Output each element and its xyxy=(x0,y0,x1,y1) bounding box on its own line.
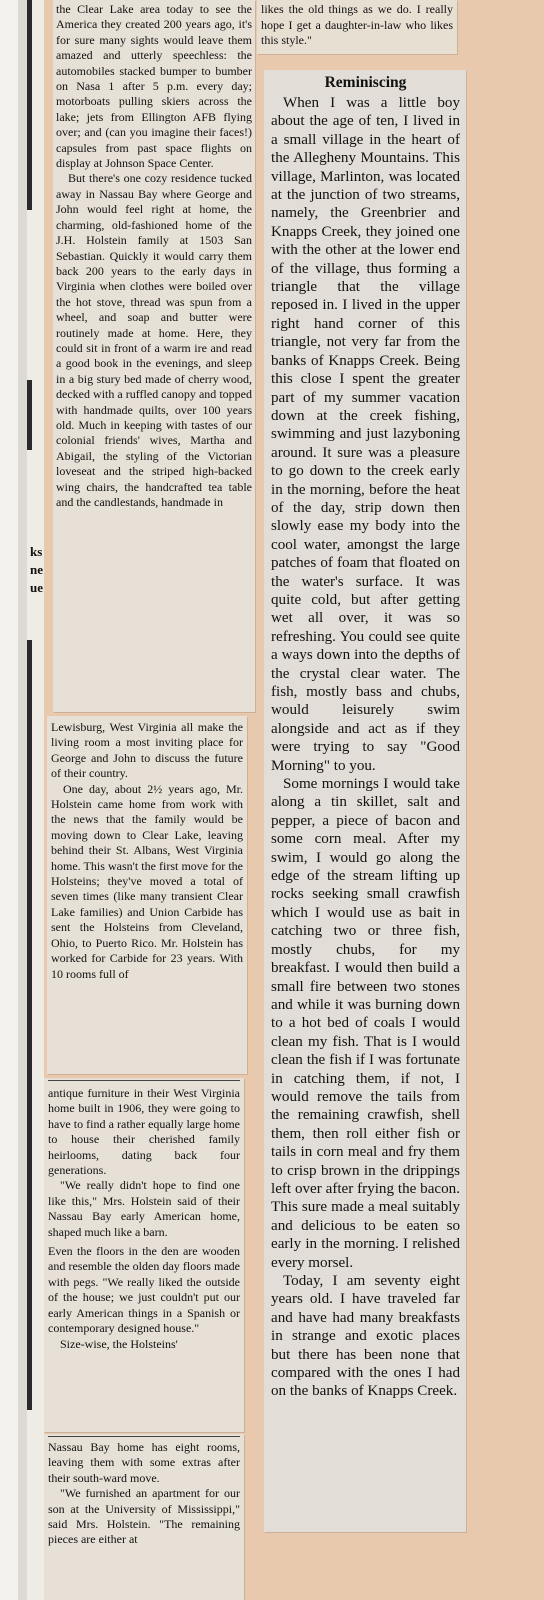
article-paragraph: "We furnished an apartment for our son at the University of Mississippi," said Mrs. Holstein. "The remaining pieces are either at xyxy=(48,1486,240,1547)
column-rule xyxy=(48,1080,240,1081)
article-paragraph: Even the floors in the den are wooden and resemble the olden day floors made with pegs. "We really liked the outside of the house; we just couldn't put our early American things in a Spanish or contemporary designed house." xyxy=(48,1244,240,1336)
article-paragraph: Lewisburg, West Virginia all make the living room a most inviting place for George and John to discuss the future of their country. xyxy=(51,720,243,781)
article-fragment-top-right xyxy=(257,0,457,54)
article-title: Reminiscing xyxy=(324,74,407,91)
article-paragraph: antique furniture in their West Virginia home built in 1906, they were going to have to find a rather equally large home to house their cherished family heirlooms, dating back four generations. xyxy=(48,1086,240,1178)
article-paragraph: the Clear Lake area today to see the America they created 200 years ago, it's for sure many sights would leave them amazed and utterly speechless: the automobiles stacked bumper to bumber on Nasa 1 after 5 p.m. every day; motorboats pulling skiers across the lake; jets from Ellington AFB flying over; and (can you imagine their faces!) capsules from past space flights on display at Johnson Space Center. xyxy=(56,2,252,171)
article-clipping-1 xyxy=(53,0,255,712)
article-paragraph: Some mornings I would take along a tin skillet, salt and pepper, a piece of bacon and some corn meal. After my swim, I would go along the edge of the stream lifting up rocks seeking small crawfish which I would use as bait in catching two or three fish, mostly chubs, for my breakfast. I would then build a small fire between two stones and while it was burning down to a hot bed of coals I would clean my fish. That is I would clean the fish if I was fortunate in catching them, if not, I would remove the tails from the remaining crawfish, shell them, then roll either fish or tails in corn meal and fry them to crisp brown in the drippings left over after frying the bacon. This sure made a meal suitably and delicious to be eaten so early in the morning. I relished every morsel. xyxy=(271,776,460,1271)
article-clipping-4 xyxy=(44,1434,244,1600)
article-paragraph: Nassau Bay home has eight rooms, leaving them with some extras after their south-ward move. xyxy=(48,1440,240,1485)
page-margin-strip xyxy=(0,0,44,1600)
margin-rule xyxy=(27,380,32,450)
article-clipping-2 xyxy=(47,716,247,1074)
edge-word: ne xyxy=(30,562,43,577)
article-paragraph: likes the old things as we do. I really hope I get a daughter-in-law who likes this style." xyxy=(261,2,453,47)
article-paragraph: Today, I am seventy eight years old. I have traveled far and have had many breakfasts in strange and exotic places but there has been none that compared with the ones I had on the banks of Knapps Creek. xyxy=(271,1273,460,1400)
edge-word: ks xyxy=(30,544,43,559)
article-paragraph: One day, about 2½ years ago, Mr. Holstein came home from work with the news that the family would be moving down to Clear Lake, leaving behind their St. Albans, West Virginia home. This wasn't the first move for the Holsteins; they've moved a total of seven times (like many transient Clear Lake families) and Union Carbide has sent the Holsteins from Cleveland, Ohio, to Puerto Rico. Mr. Holstein has worked for Carbide for 23 years. With 10 rooms full of xyxy=(51,781,243,981)
article-paragraph: But there's one cozy residence tucked away in Nassau Bay where George and John would feel right at home, the charming, old-fashioned home of the J.H. Holstein family at 1503 San Sebastian. Quickly it would carry them back 200 years to the early days in Virginia when clothes were boiled over the hot stove, thread was spun from a wheel, and soap and butter were routinely made at home. Here, they could sit in front of a warm ire and read a good book in the evenings, and sleep in a big stury bed made of cherry wood, decked with a ruffled canopy and topped with handmade quilts, over 100 years old. Much in keeping with tastes of our colonial friends' wives, Martha and Abigail, the styling of the Victorian loveseat and the striped high-backed wing chairs, the handcrafted tea table and the candlestands, handmade in xyxy=(56,171,252,509)
column-rule xyxy=(48,1436,240,1437)
article-clipping-3 xyxy=(44,1078,244,1432)
article-paragraph: When I was a little boy about the age of ten, I lived in a small village in the heart of the Allegheny Mountains. This village, Marlinton, was located at the junction of two streams, namely, the Greenbrier and Knapps Creek, they joined one with the other at the lower end of the village, thus forming a triangle that the village reposed in. I lived in the upper right hand corner of this triangle, not very far from the banks of Knapps Creek. Being this close I spent the greater part of my summer vacation down at the creek fishing, swimming and just lazyboning around. It sure was a pleasure to go down to the creek early in the morning, before the heat of the day, strip down then slowly ease my body into the cool water, amongst the large patches of foam that floated on the water's surface. It was quite cold, but after getting wet all over, it was so refreshing. You could see quite a ways down into the depths of the crystal clear water. The fish, mostly bass and chubs, would leisurely swim alongside and act as if they were trying to say "Good Morning" to you. xyxy=(271,95,460,774)
reminiscing-clipping xyxy=(264,70,466,1532)
edge-word: ue xyxy=(30,580,43,595)
article-paragraph: Size-wise, the Holsteins' xyxy=(60,1336,178,1351)
margin-rule xyxy=(27,0,32,210)
margin-rule xyxy=(27,640,32,1410)
article-paragraph: "We really didn't hope to find one like this," Mrs. Holstein said of their Nassau Bay early American home, shaped much like a barn. xyxy=(48,1178,240,1239)
